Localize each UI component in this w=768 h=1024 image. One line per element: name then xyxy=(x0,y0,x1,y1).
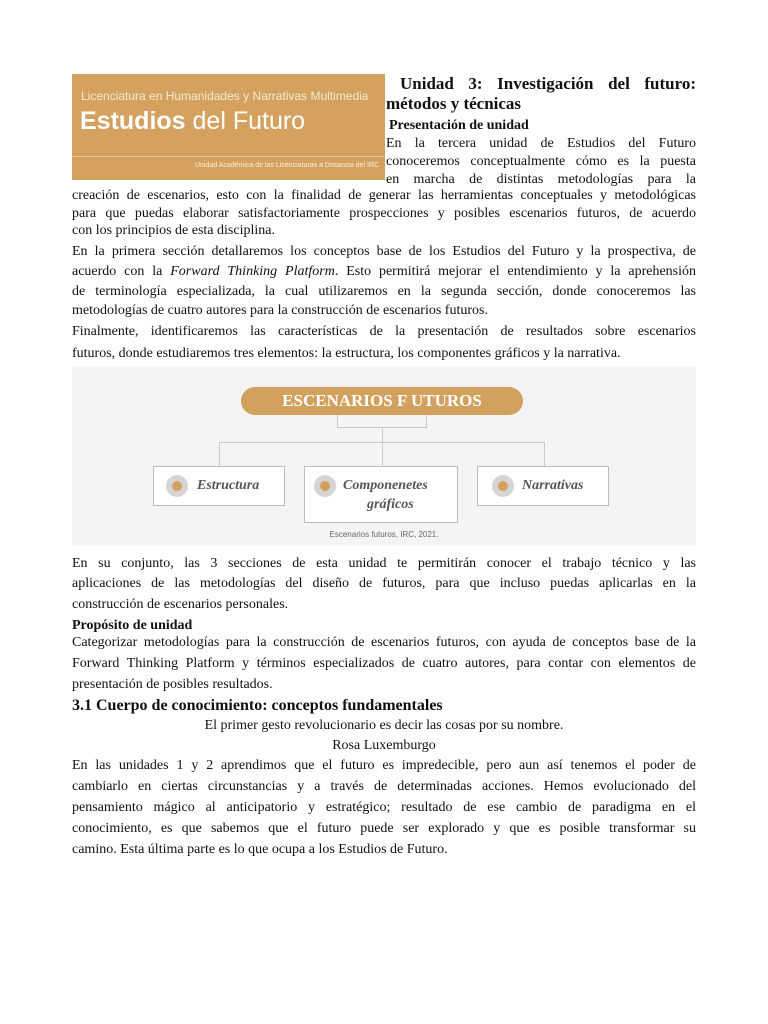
bullet-icon xyxy=(166,475,188,497)
p2-line-2-post: . Esto permitirá mejorar el entendimiento y la aprehensión xyxy=(334,264,696,279)
banner-title-rest: del Futuro xyxy=(185,107,306,135)
purpose-line-2: Forward Thinking Platform y términos especializados de cuatro autores, para contar con elementos de xyxy=(72,656,696,671)
box-narrativas-label: Narrativas xyxy=(522,478,584,493)
box-narrativas xyxy=(477,466,609,506)
bullet-icon xyxy=(492,475,514,497)
presentation-heading: Presentación de unidad xyxy=(389,118,529,133)
diagram-title: ESCENARIOS F UTUROS xyxy=(241,387,523,415)
p2-line-3: de terminología especializada, la cual utilizaremos en la segunda sección, donde conoceremos las xyxy=(72,284,696,299)
connector xyxy=(382,427,383,442)
p5-line-3: pensamiento mágico al anticipatorio y estratégico; resultado de ese cambio de paradigma en el xyxy=(72,800,696,815)
quote-text: El primer gesto revolucionario es decir las cosas por su nombre. xyxy=(204,718,564,733)
p4-line-3: construcción de escenarios personales. xyxy=(72,597,289,612)
intro-line-3: en marcha de distintas metodologías para la xyxy=(386,172,696,187)
banner-title xyxy=(80,107,305,136)
box-estructura xyxy=(153,466,285,506)
intro-line-5: para que puedas elaborar satisfactoriamente prospecciones y posibles escenarios futuros, de acuerdo xyxy=(72,206,696,221)
unit-title-line2: métodos y técnicas xyxy=(386,94,522,113)
unit-title-line1: Unidad 3: Investigación del futuro: xyxy=(400,74,696,93)
box-componentes-label-2: gráficos xyxy=(367,497,414,512)
intro-line-1: En la tercera unidad de Estudios del Futuro xyxy=(386,136,696,151)
p2-line-1: En la primera sección detallaremos los conceptos base de los Estudios del Futuro y la prospectiva, de xyxy=(72,244,696,259)
intro-line-2: conoceremos conceptualmente cómo es la puesta xyxy=(386,154,696,169)
section-heading: 3.1 Cuerpo de conocimiento: conceptos fundamentales xyxy=(72,697,443,714)
p5-line-1: En las unidades 1 y 2 aprendimos que el futuro es impredecible, pero aun así tenemos el poder de xyxy=(72,758,696,773)
box-estructura-label: Estructura xyxy=(197,478,260,493)
connector xyxy=(382,442,383,466)
p2-line-2-pre: acuerdo con la xyxy=(72,264,171,279)
p4-line-2: aplicaciones de las metodologías del diseño de futuros, para que incluso puedas aplicarlas en la xyxy=(72,576,696,591)
forward-thinking-platform: Forward Thinking Platform xyxy=(170,264,335,279)
scenarios-diagram xyxy=(72,366,696,546)
banner-program: Licenciatura en Humanidades y Narrativas Multimedia xyxy=(81,89,369,103)
banner-title-bold: Estudios xyxy=(80,107,186,135)
p5-line-2: cambiarlo en ciertas circunstancias y a través de determinadas acciones. Hemos evolucionado del xyxy=(72,779,696,794)
p3-line-2: futuros, donde estudiaremos tres elementos: la estructura, los componentes gráficos y la narrativa. xyxy=(72,346,621,361)
bullet-icon xyxy=(314,475,336,497)
p4-line-1: En su conjunto, las 3 secciones de esta unidad te permitirán conocer el trabajo técnico y las xyxy=(72,556,696,571)
unit-title xyxy=(386,74,696,114)
quote-author: Rosa Luxemburgo xyxy=(332,738,436,753)
purpose-line-1: Categorizar metodologías para la construcción de escenarios futuros, con ayuda de conceptos base de la xyxy=(72,635,696,650)
diagram-caption: Escenarios futuros, IRC, 2021. xyxy=(329,530,439,539)
purpose-heading: Propósito de unidad xyxy=(72,618,193,633)
banner-divider xyxy=(72,156,385,157)
p5-line-5: camino. Esta última parte es lo que ocupa a los Estudios de Futuro. xyxy=(72,842,448,857)
connector xyxy=(544,442,545,466)
purpose-line-3: presentación de posibles resultados. xyxy=(72,677,273,692)
connector xyxy=(219,442,220,466)
intro-line-6: con los principios de esta disciplina. xyxy=(72,223,275,238)
box-componentes xyxy=(304,466,458,523)
p2-line-2 xyxy=(72,263,696,281)
intro-line-4: creación de escenarios, esto con la finalidad de generar las herramientas conceptuales y metodológicas xyxy=(72,188,696,203)
banner-unit-line: Unidad Académica de las Licenciaturas a Distancia del IRC xyxy=(194,162,379,169)
course-banner xyxy=(72,74,385,180)
p2-line-4: metodologías de cuatro autores para la construcción de escenarios futuros. xyxy=(72,303,488,318)
box-componentes-label-1: Componenetes xyxy=(343,478,428,493)
p3-line-1: Finalmente, identificaremos las características de la presentación de resultados sobre escenarios xyxy=(72,324,696,339)
p5-line-4: conocimiento, es que sabemos que el futuro puede ser explorado y que es posible transformar su xyxy=(72,821,696,836)
